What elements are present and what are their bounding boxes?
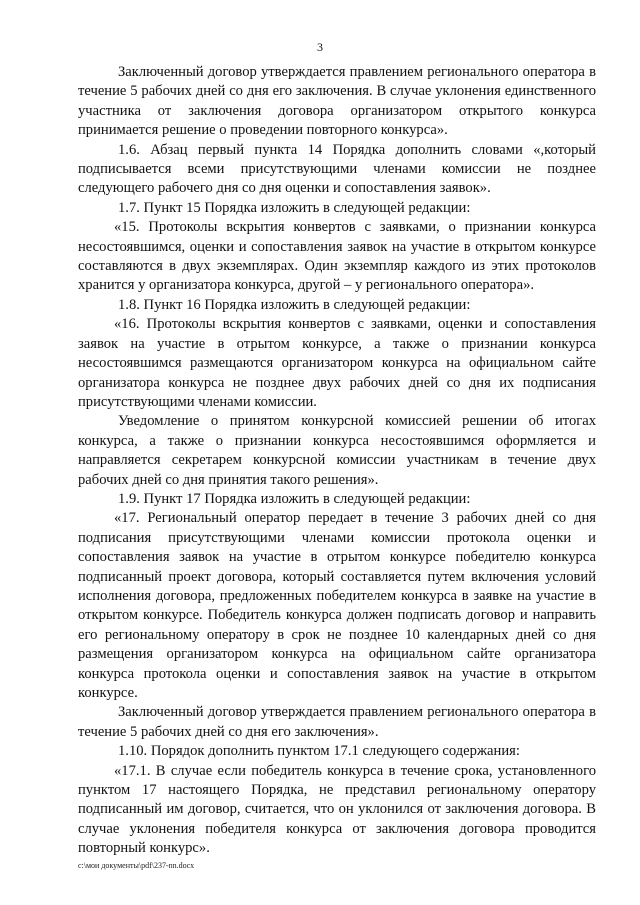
- paragraph-item-15: «15. Протоколы вскрытия конвертов с заявками, о признании конкурса несостоявшимся, оценки и сопоставления заявок на участие в открытом конкурсе составляются в двух экземплярах. Один экземпляр каждого из этих протоколов хранится у организатора конкурса, другой – у регионального оператора».: [78, 219, 596, 294]
- file-path-footer: c:\мои документы\pdf\237-nn.docx: [78, 861, 195, 870]
- paragraph-contract-approval-2: Заключенный договор утверждается правлением регионального оператора в течение 5 рабочих дней со дня его заключения».: [78, 704, 596, 740]
- paragraph-item-16: «16. Протоколы вскрытия конвертов с заявками, оценки и сопоставления заявок на участие в отрытом конкурсе, а также о признании конкурса несостоявшимся размещаются организатором конкурса на официальном сайте организатора конкурса не позднее двух рабочих дней со дня их подписания присутствующими членами комиссии.: [78, 316, 596, 410]
- paragraph-1-10: 1.10. Порядок дополнить пунктом 17.1 следующего содержания:: [118, 743, 520, 760]
- paragraph-1-6: 1.6. Абзац первый пункта 14 Порядка дополнить словами «,который подписывается всеми присутствующими членами комиссии не позднее следующего рабочего дня со дня оценки и сопоставления заявок».: [78, 141, 596, 197]
- paragraph-item-17-1: «17.1. В случае если победитель конкурса в течение срока, установленного пунктом 17 настоящего Порядка, не представил региональному оператору подписанный им договор, считается, что он уклонился от заключения договора. В случае уклонения победителя конкурса от заключения договора проводится повторный конкурс».: [78, 762, 596, 857]
- paragraph-1-8: 1.8. Пункт 16 Порядка изложить в следующей редакции:: [118, 296, 471, 313]
- paragraph-item-17: «17. Региональный оператор передает в течение 3 рабочих дней со дня подписания присутствующими членами комиссии протокола оценки и сопоставления заявок на участие в отрытом конкурсе победителю конкурса подписанный проект договора, который составляется путем включения условий исполнения договора, предложенных победителем конкурса в заявке на участие в открытом конкурсе. Победитель конкурса должен подписать договор и направить его региональному оператору в срок не позднее 10 календарных дней со дня размещения организатором конкурса на официальном сайте организатора конкурса протокола оценки и сопоставления заявок на участие в открытом конкурсе.: [78, 510, 596, 701]
- document-body: [78, 63, 596, 859]
- paragraph-1-9: 1.9. Пункт 17 Порядка изложить в следующей редакции:: [118, 490, 471, 507]
- paragraph-1-7: 1.7. Пункт 15 Порядка изложить в следующей редакции:: [118, 199, 471, 216]
- paragraph-notification: Уведомление о принятом конкурсной комиссией решении об итогах конкурса, а также о признании конкурса несостоявшимся оформляется и направляется секретарем конкурсной комиссии участникам в течение двух рабочих дней со дня принятия такого решения».: [78, 413, 596, 488]
- page-number: 3: [317, 40, 323, 54]
- paragraph-contract-approval: Заключенный договор утверждается правлением регионального оператора в течение 5 рабочих дней со дня его заключения. В случае уклонения единственного участника от заключения договора организатором открытого конкурса принимается решение о проведении повторного конкурса».: [78, 64, 596, 139]
